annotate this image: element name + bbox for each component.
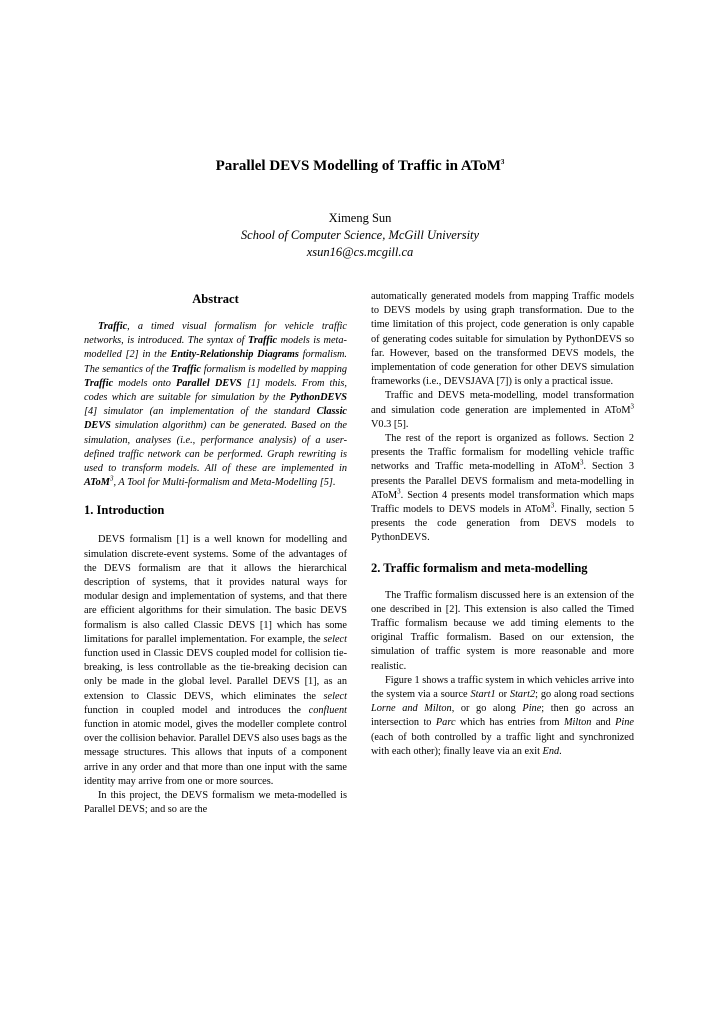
paper-title: Parallel DEVS Modelling of Traffic in AToM$^3$ (215, 158, 505, 174)
intro-continuation-paragraph: automatically generated models from mapping Traffic models to DEVS models by using graph transformation. Due to the time limitation of this project, code generation is only capable of generating codes suitable for simulation by PythonDEVS so far. However, based on the transformed DEVS models, the implementation of code generation for other DEVS simulation frameworks (i.e., DEVSJAVA [7]) is only a practical issue. (371, 291, 634, 388)
abstract (84, 290, 347, 490)
abstract-heading: Abstract (192, 292, 239, 306)
author-email: xsun16@cs.mcgill.ca (306, 245, 414, 259)
section-2-paragraph-1: The Traffic formalism discussed here is an extension of the one described in [2]. This extension is also called the Timed Traffic formalism because we add timing elements to the original Traffic formalism. Based on our extension, the simulation of traffic system is more reasonable and more realistic. (371, 589, 634, 672)
intro-paragraph-organization: The rest of the report is organized as follows. Section 2 presents the Traffic formalism for modelling vehicle traffic networks and Traffic meta-modelling in AToM$^3$. Section 3 presents the Parallel DEVS formalism and meta-modelling in AToM$^3$. Section 4 presents model transformation which maps Traffic models to DEVS models in AToM$^3$. Finally, section 5 presents the code generation from DEVS models to PythonDEVS. (371, 433, 634, 544)
section-1-paragraph-2: In this project, the DEVS formalism we meta-modelled is Parallel DEVS; and so are the (84, 790, 347, 816)
author-name: Ximeng Sun (328, 211, 392, 225)
author-affiliation: School of Computer Science, McGill University (240, 228, 480, 242)
section-1-heading: 1. Introduction (84, 503, 165, 518)
left-column (84, 290, 347, 818)
section-2-paragraph-2: Figure 1 shows a traffic system in which vehicles arrive into the system via a source Start1 or Start2; go along road sections Lorne and Milton, or go along Pine; then go across an intersection to Parc which has entries from Milton and Pine (each of both controlled by a traffic light and synchronized with each other); finally leave via an exit End. (371, 674, 635, 757)
right-column (371, 290, 634, 759)
intro-paragraph-tools: Traffic and DEVS meta-modelling, model transformation and simulation code generation are implemented in AToM$^3$ V0.3 [5]. (371, 390, 634, 430)
section-2-heading: 2. Traffic formalism and meta-modelling (371, 560, 588, 575)
abstract-text: Traffic, a timed visual formalism for vehicle traffic networks, is introduced. The syntax of Traffic models is meta-modelled [2] in the Entity-Relationship Diagrams formalism. The semantics of the Traffic formalism is modelled by mapping Traffic models onto Parallel DEVS [1] models. From this, codes which are suitable for simulation by the PythonDEVS [4] simulator (an implementation of the standard Classic DEVS simulation algorithm) can be generated. Based on the simulation, analyses (i.e., performance analysis) of a user-defined traffic network can be performed. Graph rewriting is used to transform models. All of these are implemented in AToM$^3$, A Tool for Multi-formalism and Meta-Modelling [5]. (84, 321, 347, 489)
section-1-paragraph-1: DEVS formalism [1] is a well known for modelling and simulation discrete-event systems. Some of the advantages of the DEVS formalism are that it allows the hierarchical description of systems, that it provides natural ways for modular design and implementation of systems, and that there are efficient algorithms for their simulation. The basic DEVS formalism is also called Classic DEVS [1] which has some limitations for parallel implementation. For example, the select function used in Classic DEVS coupled model for collision tie-breaking, is less controllable as the tie-breaking decision can only be made in the global level. Parallel DEVS [1], as an extension to Classic DEVS, which eliminates the select function in coupled model and introduces the confluent function in atomic model, gives the modeller complete control over the collision behavior. Parallel DEVS also uses bags as the message structures. This allows that inputs of a component arrive in any order and that more than one input with the same identity may arrive from one or more sources. (84, 534, 347, 787)
